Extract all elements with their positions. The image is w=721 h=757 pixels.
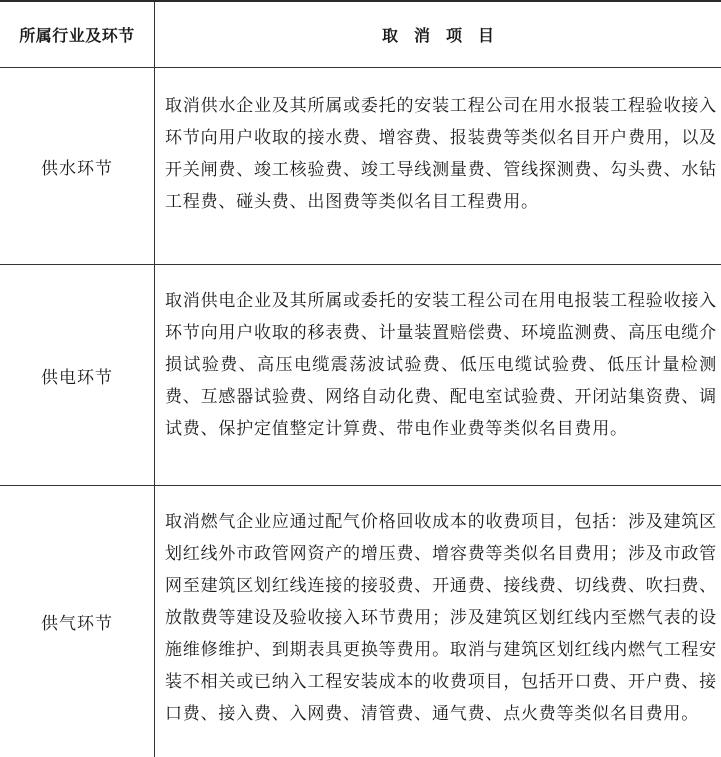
items-cell-electricity <box>155 265 721 485</box>
sector-cell-electricity: 供电环节 <box>41 367 113 388</box>
table-row-electricity <box>0 265 721 486</box>
items-text-electricity: 取消供电企业及其所属或委托的安装工程公司在用电报装工程验收接入环节向用户收取的移表费、计量装置赔偿费、环境监测费、高压电缆介损试验费、高压电缆震荡波试验费、低压电缆试验费、低压计量检测费、互感器试验费、网络自动化费、配电室试验费、开闭站集资费、调试费、保护定值整定计算费、带电作业费等类似名目费用。 <box>165 291 717 439</box>
table-row-water <box>0 68 721 265</box>
table-header-row <box>0 2 721 68</box>
sector-cell-gas: 供气环节 <box>41 614 113 634</box>
table-row-gas <box>0 486 721 757</box>
header-sector-cell: 所属行业及环节 <box>19 26 135 45</box>
items-text-gas: 取消燃气企业应通过配气价格回收成本的收费项目，包括：涉及建筑区划红线外市政管网资产的增压费、增容费等类似名目费用；涉及市政管网至建筑区划红线连接的接驳费、开通费、接线费、切线费、吹扫费、放散费等建设及验收接入环节费用；涉及建筑区划红线内至燃气表的设施维修维护、到期表具更换等费用。取消与建筑区划红线内燃气工程安装不相关或已纳入工程安装成本的收费项目，包括开口费、开户费、接口费、接入费、入网费、清管费、通气费、点火费等类似名目费用。 <box>165 512 717 724</box>
items-cell-water <box>155 68 721 264</box>
sector-cell-water: 供水环节 <box>41 158 113 179</box>
items-cell-gas <box>155 486 721 757</box>
header-items-cell: 取消项目 <box>381 26 510 45</box>
items-text-water: 取消供水企业及其所属或委托的安装工程公司在用水报装工程验收接入环节向用户收取的接水费、增容费、报装费等类似名目开户费用，以及开关闸费、竣工核验费、竣工导线测量费、管线探测费、勾头费、水钻工程费、碰头费、出图费等类似名目工程费用。 <box>165 96 717 212</box>
